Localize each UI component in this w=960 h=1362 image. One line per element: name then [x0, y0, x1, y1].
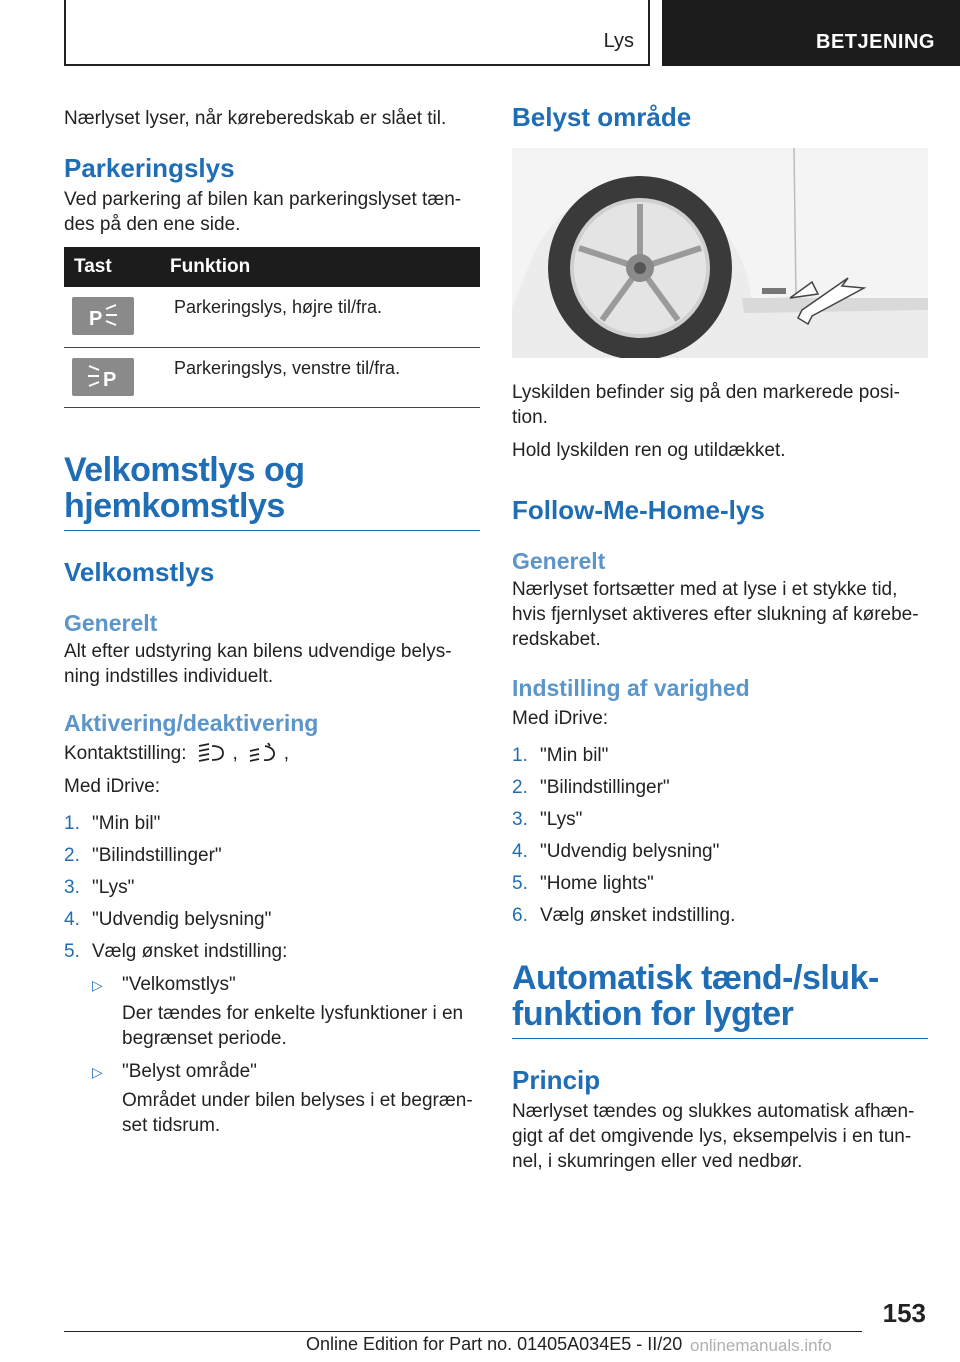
svg-text:P: P	[89, 308, 103, 329]
contact-label: Kontaktstilling:	[64, 742, 187, 764]
list-item: 5. "Home lights"	[512, 873, 654, 894]
list-item: 1. "Min bil"	[512, 745, 609, 766]
footer-edition: Online Edition for Part no. 01405A034E5 - II/20	[306, 1334, 683, 1354]
welcome-heading	[64, 452, 480, 531]
contact-line	[64, 741, 480, 766]
welcome-general-text: Alt efter udstyring kan bilens udvendige belysning indstilles individuelt.	[64, 640, 452, 687]
parking-light-left-icon	[86, 364, 120, 390]
follow-general-heading: Generelt	[512, 548, 606, 574]
intro-text: Nærlyset lyser, når køreberedskab er slået til.	[64, 108, 447, 129]
col-function-header: Funktion	[160, 247, 480, 287]
triangle-bullet-icon: ▷	[92, 976, 103, 993]
car-wheel-image	[512, 148, 928, 358]
col-key-header: Tast	[64, 247, 160, 287]
parking-light-right-button[interactable]	[72, 297, 134, 335]
duration-heading: Indstilling af varighed	[512, 675, 750, 701]
table-row	[64, 287, 480, 347]
follow-general-text: Nærlyset fortsætter med at lyse i et stykke tid, hvis fjernlyset aktiveres efter slukning af køreberedskabet.	[512, 579, 919, 650]
list-item: ▷ "Velkomstlys" Der tændes for enkelte lysfunktioner i en begrænset periode.	[92, 973, 464, 1049]
contact-separator: ,	[232, 742, 238, 764]
chapter-label: BETJENING	[816, 31, 935, 53]
auto-light-heading-line1: Automatisk tænd-/sluk-	[512, 959, 879, 997]
table-row	[64, 347, 480, 407]
list-item: 3. "Lys"	[512, 809, 583, 830]
chapter-tab	[662, 0, 960, 66]
idrive-label: Med iDrive:	[512, 708, 609, 729]
list-item: ▷ "Belyst område" Området under bilen belyses i et begrænset tidsrum.	[92, 1060, 473, 1136]
parking-light-right-icon	[86, 303, 120, 329]
list-item: 3. "Lys"	[64, 876, 135, 898]
parking-text: Ved parkering af bilen kan parkeringslyset tændes på den ene side.	[64, 189, 462, 235]
table-header-row	[64, 247, 480, 287]
underbody-light-illustration	[512, 148, 928, 358]
lit-area-heading: Belyst område	[512, 102, 692, 132]
contact-separator: ,	[283, 742, 290, 764]
triangle-bullet-icon: ▷	[92, 1063, 103, 1080]
list-item: 5. Vælg ønsket indstilling: ▷ "Velkomstlys" Der tændes for enkelte lysfunktioner i en begrænset periode. ▷ "Belyst område" Området under bilen belyses i et begrænset tidsrum.	[64, 939, 480, 1138]
lit-area-text-1: Lyskilden befinder sig på den markerede position.	[512, 382, 900, 428]
welcome-steps-list	[64, 811, 480, 1138]
svg-text:P: P	[103, 368, 117, 390]
footer-divider	[64, 1331, 862, 1332]
auto-light-heading-line2: funktion for lygter	[512, 995, 794, 1033]
list-item: 6. Vælg ønsket indstilling.	[512, 905, 736, 926]
function-text: Parkeringslys, venstre til/fra.	[160, 347, 480, 407]
section-title: Lys	[603, 30, 634, 52]
list-item: 4. "Udvendig belysning"	[64, 908, 272, 930]
idrive-label: Med iDrive:	[64, 775, 161, 797]
list-item: 2. "Bilindstillinger"	[512, 777, 670, 798]
list-item: 4. "Udvendig belysning"	[512, 841, 720, 862]
welcome-general-heading: Generelt	[64, 609, 158, 636]
parking-light-left-button[interactable]	[72, 358, 134, 396]
welcome-options-list	[92, 972, 480, 1138]
parking-key-table	[64, 247, 480, 408]
ignition-on-icon	[197, 742, 227, 764]
list-item: 2. "Bilindstillinger"	[64, 844, 222, 866]
activation-heading: Aktivering/deaktivering	[64, 709, 319, 736]
welcome-heading-line1: Velkomstlys og	[64, 450, 305, 489]
engine-running-icon	[248, 742, 278, 764]
principle-heading: Princip	[512, 1065, 601, 1095]
footer-watermark: onlinemanuals.info	[690, 1336, 832, 1355]
page-number: 153	[882, 1298, 926, 1328]
welcome-heading-line2: hjemkomstlys	[64, 486, 285, 525]
follow-me-home-heading: Follow-Me-Home-lys	[512, 495, 765, 525]
welcome-sub-heading: Velkomstlys	[64, 556, 215, 587]
lit-area-text-2: Hold lyskilden ren og utildækket.	[512, 440, 786, 461]
function-text: Parkeringslys, højre til/fra.	[160, 287, 480, 347]
follow-steps-list	[512, 743, 928, 928]
header-frame	[64, 0, 650, 66]
list-item: 1. "Min bil"	[64, 812, 161, 834]
principle-text: Nærlyset tændes og slukkes automatisk afhængigt af det omgivende lys, eksempelvis i en tunnel, i skumringen eller ved nedbør.	[512, 1101, 915, 1172]
parking-heading: Parkeringslys	[64, 153, 235, 183]
auto-light-heading	[512, 960, 928, 1039]
left-column	[64, 100, 480, 1146]
right-column	[512, 100, 928, 1174]
